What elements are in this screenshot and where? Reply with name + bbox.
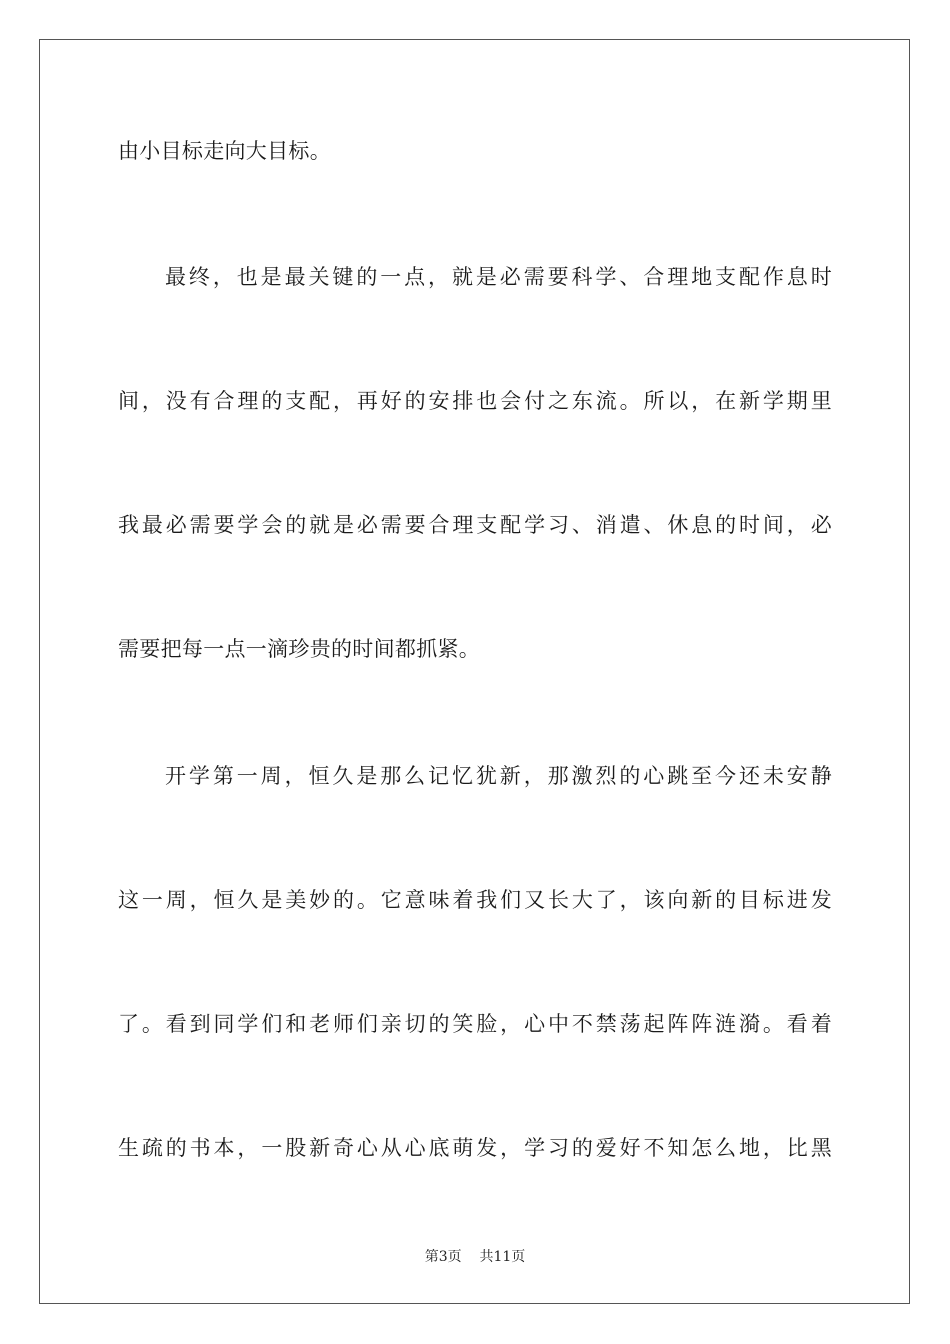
- text-line-9: 生疏的书本，一股新奇心从心底萌发，学习的爱好不知怎么地，比黑: [118, 1136, 832, 1160]
- page-total: 共11页: [479, 1249, 526, 1265]
- text-line-2: 最终，也是最关键的一点，就是必需要科学、合理地支配作息时: [165, 265, 832, 289]
- text-line-5: 需要把每一点一滴珍贵的时间都抓紧。: [118, 637, 481, 661]
- page-number: 第3页: [424, 1249, 462, 1265]
- text-line-4: 我最必需要学会的就是必需要合理支配学习、消遣、休息的时间，必: [118, 513, 832, 537]
- text-line-3: 间，没有合理的支配，再好的安排也会付之东流。所以，在新学期里: [118, 389, 832, 413]
- page-footer: [0, 1248, 950, 1266]
- text-line-8: 了。看到同学们和老师们亲切的笑脸，心中不禁荡起阵阵涟漪。看着: [118, 1012, 832, 1036]
- text-line-7: 这一周，恒久是美妙的。它意味着我们又长大了，该向新的目标进发: [118, 888, 832, 912]
- text-line-6: 开学第一周，恒久是那么记忆犹新，那激烈的心跳至今还未安静: [165, 764, 832, 788]
- text-line-1: 由小目标走向大目标。: [118, 139, 331, 163]
- page-frame: [39, 39, 910, 1304]
